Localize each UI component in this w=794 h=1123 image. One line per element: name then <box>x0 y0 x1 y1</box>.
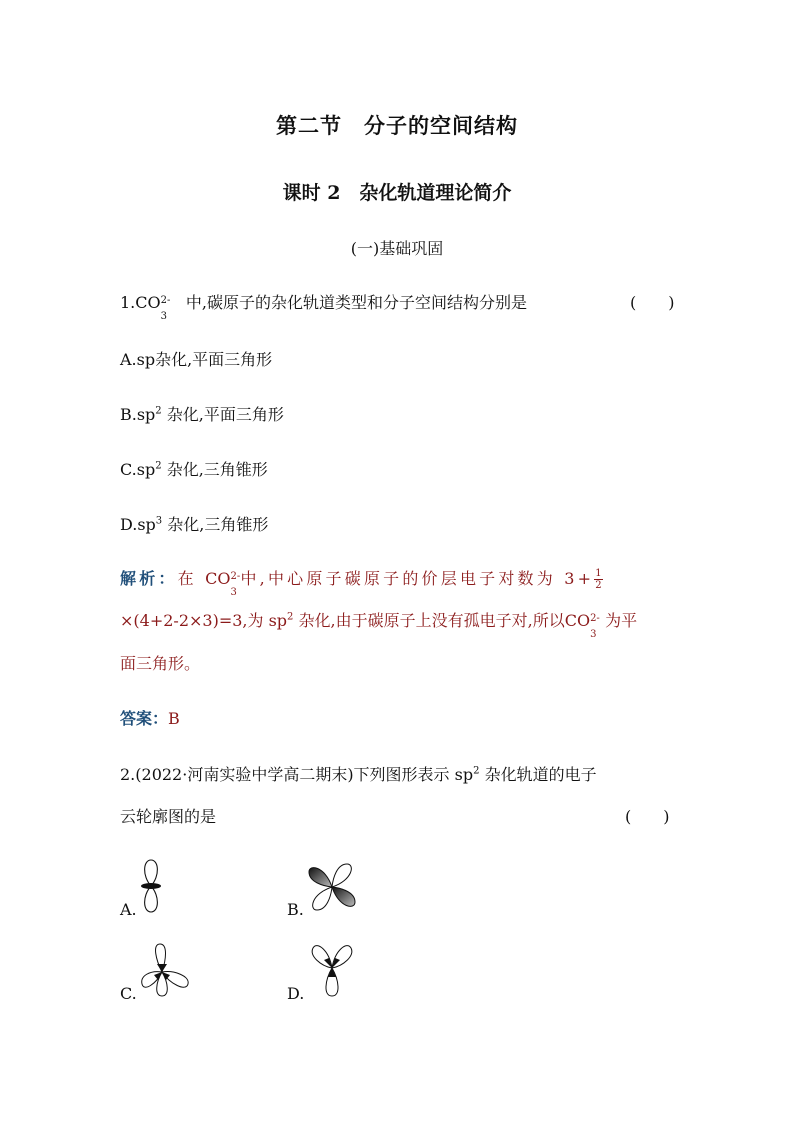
question-2-option-b-label: B. <box>287 900 304 919</box>
question-1-stem: 1.CO 2- 3 中,碳原子的杂化轨道类型和分子空间结构分别是 <box>120 293 527 322</box>
answer-line <box>120 706 180 729</box>
question-2-line-1: 2.(2022·河南实验中学高二期末)下列图形表示 $sp^2$ 杂化轨道的电子 <box>120 765 597 784</box>
question-2-option-d-label: D. <box>287 984 305 1003</box>
question-1-option-d: $D.sp^3$ 杂化,三角锥形 <box>120 515 269 534</box>
p-orbital-diagram <box>135 858 167 914</box>
question-1-option-b: $B.sp^2$ 杂化,平面三角形 <box>120 405 284 424</box>
question-2-option-a-label: A. <box>120 900 137 919</box>
carbonate-formula: CO 2- 3 <box>564 611 600 640</box>
d-orbital-diagram <box>305 860 359 914</box>
sp2-orbital-diagram <box>305 942 359 998</box>
analysis-line-3: 面三角形。 <box>120 654 201 673</box>
answer-value: B <box>168 709 180 728</box>
question-1-option-c: $C.sp^2$ 杂化,三角锥形 <box>120 460 268 479</box>
analysis-line-2: ×(4+2-2×3)=3,为 $sp^2$ 杂化,由于碳原子上没有孤电子对,所以CO 2- 3 为平 <box>120 611 638 640</box>
sp3-orbital-diagram <box>138 942 192 998</box>
analysis-line-1: 解析：在 CO 2- 3 中,中心原子碳原子的价层电子对数为 3+ $\frac{1}{2}$ <box>120 568 602 598</box>
answer-label: 答案： <box>120 709 169 728</box>
page-title: 第二节 分子的空间结构 <box>276 113 518 138</box>
question-2-answer-bracket: ( ) <box>625 807 670 826</box>
question-1-answer-bracket: ( ) <box>630 293 675 312</box>
analysis-label: 解析： <box>120 569 178 588</box>
section-heading: (一)基础巩固 <box>350 239 444 258</box>
question-2-line-2: 云轮廓图的是 <box>120 807 217 826</box>
lesson-subtitle: 课时 2 杂化轨道理论简介 <box>282 182 512 204</box>
carbonate-formula: CO 2- 3 <box>135 293 171 322</box>
fraction-one-half: $\frac{1}{2}$ <box>595 568 602 591</box>
carbonate-formula: CO 2- 3 <box>205 569 241 598</box>
question-2-option-c-label: C. <box>120 984 137 1003</box>
question-1-option-a: A.sp杂化,平面三角形 <box>120 350 273 369</box>
